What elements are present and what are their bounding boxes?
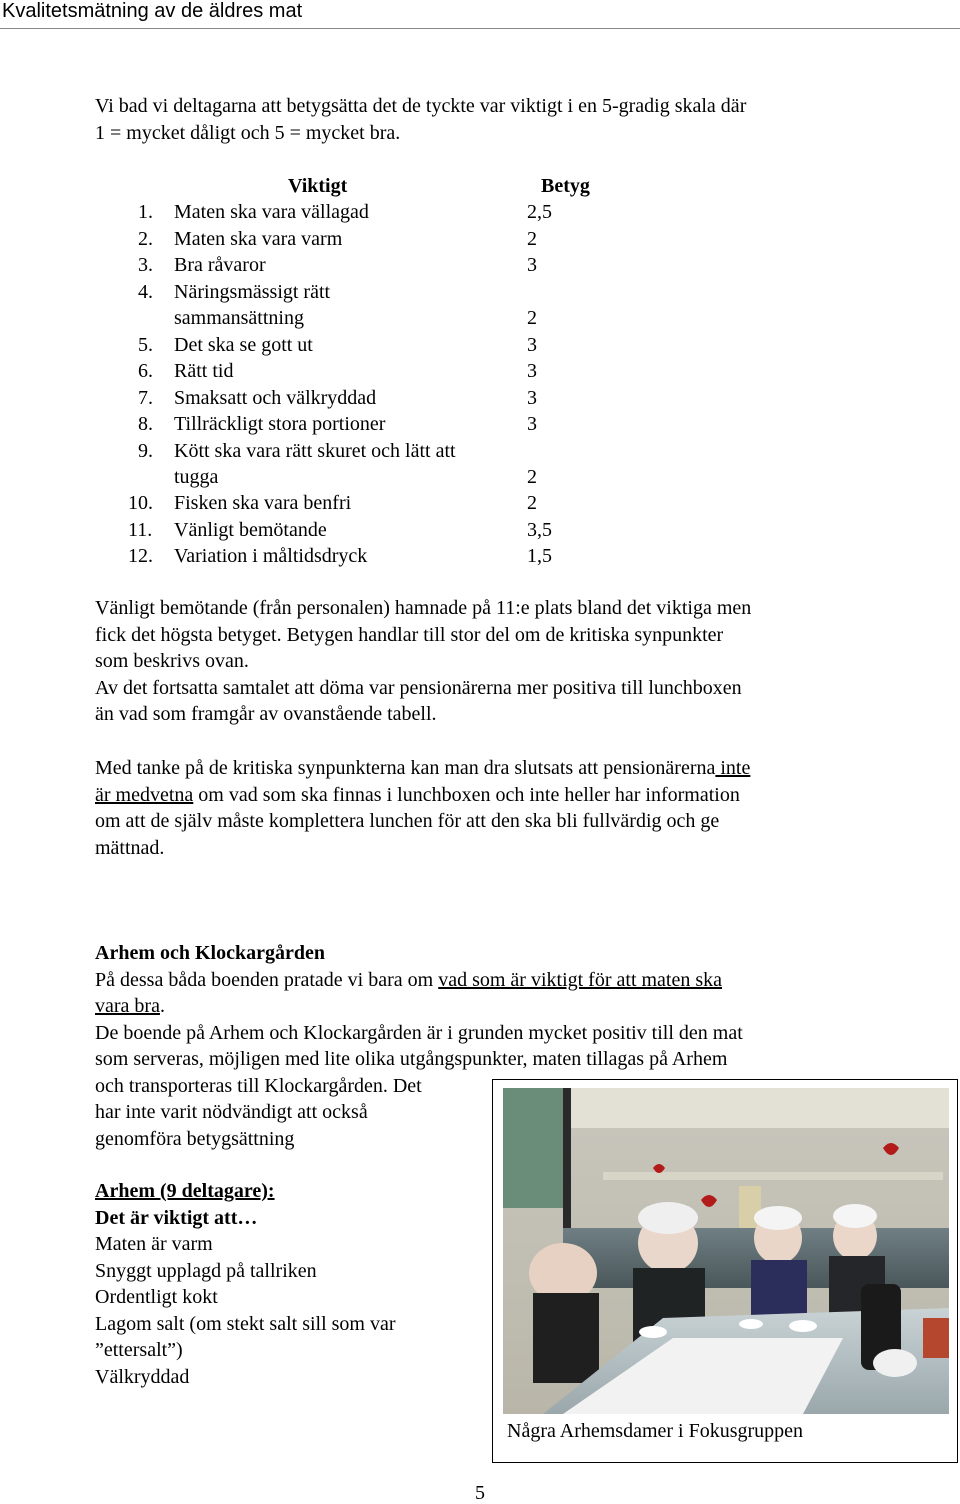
row-text: Bra råvaror — [174, 254, 266, 276]
text-line: och transporteras till Klockargården. Det — [95, 1074, 422, 1097]
summary-paragraph — [95, 595, 885, 728]
text-line — [95, 782, 885, 809]
page-header — [0, 0, 960, 29]
list-item: ”ettersalt”) — [95, 1339, 183, 1361]
row-value: 2,5 — [527, 201, 552, 223]
list-subheading — [95, 1205, 495, 1232]
row-text: Variation i måltidsdryck — [174, 545, 368, 567]
text-line: om att de själv måste komplettera lunchen för att den ska bli fullvärdig och ge — [95, 810, 720, 832]
row-value: 3 — [527, 254, 537, 276]
underlined-text: vara bra — [95, 995, 160, 1017]
text-span: Med tanke på de kritiska synpunkterna kan man dra slutsats att pensionärerna — [95, 757, 716, 779]
row-text: Kött ska vara rätt skuret och lätt att — [174, 440, 456, 462]
row-value: 3,5 — [527, 519, 552, 541]
list-subheading-text: Det är viktigt att… — [95, 1206, 258, 1229]
text-line: fick det högsta betyget. Betygen handlar till stor del om de kritiska synpunkter — [95, 623, 724, 646]
row-number: 5. — [138, 334, 153, 356]
list-item: Snyggt upplagd på tallriken — [95, 1259, 317, 1282]
row-text: Det ska se gott ut — [174, 334, 313, 356]
intro-line: 1 = mycket dåligt och 5 = mycket bra. — [95, 121, 401, 144]
row-number: 2. — [138, 228, 153, 250]
group-photo — [503, 1088, 949, 1414]
row-value: 3 — [527, 387, 537, 409]
row-value: 3 — [527, 360, 537, 382]
row-number: 8. — [138, 413, 153, 435]
text-span: På dessa båda boenden pratade vi bara om — [95, 968, 439, 991]
column-header-viktigt: Viktigt — [288, 175, 348, 197]
row-text: Vänligt bemötande — [174, 519, 327, 541]
list-item: Lagom salt (om stekt salt sill som var — [95, 1312, 396, 1335]
row-number: 1. — [138, 201, 153, 223]
header-title: Kvalitetsmätning av de äldres mat — [2, 0, 303, 22]
text-line: Av det fortsatta samtalet att döma var pensionärerna mer positiva till lunchboxen — [95, 676, 742, 699]
row-text: Smaksatt och välkryddad — [174, 387, 377, 409]
conclusion-paragraph — [95, 755, 885, 861]
underlined-text: vad som är viktigt för att maten ska — [438, 968, 723, 991]
row-text: Rätt tid — [174, 360, 234, 382]
underlined-text: inte — [715, 757, 751, 779]
text-line — [95, 967, 885, 994]
intro-paragraph — [95, 93, 895, 146]
intro-line: Vi bad vi deltagarna att betygsätta det de tyckte var viktigt i en 5-gradig skala där — [95, 95, 747, 117]
row-value: 2 — [527, 228, 537, 250]
row-number: 11. — [128, 519, 153, 541]
photo-caption: Några Arhemsdamer i Fokusgruppen — [507, 1420, 804, 1442]
section-heading — [95, 940, 885, 967]
section-heading-text: Arhem och Klockargården — [95, 942, 325, 964]
list-heading — [95, 1178, 495, 1205]
row-value: 2 — [527, 307, 537, 329]
row-value: 1,5 — [527, 545, 552, 567]
text-span: om vad som ska finnas i lunchboxen och inte heller har information — [193, 783, 740, 806]
list-item: Maten är varm — [95, 1233, 213, 1255]
row-text-continued: tugga — [174, 466, 219, 488]
row-number: 9. — [138, 440, 153, 462]
row-value: 3 — [527, 334, 537, 356]
row-value: 3 — [527, 413, 537, 435]
text-line — [95, 993, 885, 1020]
row-number: 7. — [138, 387, 153, 409]
text-line: har inte varit nödvändigt att också — [95, 1101, 368, 1123]
row-text: Tillräckligt stora portioner — [174, 413, 386, 435]
row-number: 3. — [138, 254, 153, 276]
row-value: 2 — [527, 492, 537, 514]
text-line: mättnad. — [95, 836, 165, 859]
row-number: 4. — [138, 281, 153, 303]
photo-figure — [492, 1079, 958, 1463]
column-header-betyg: Betyg — [541, 175, 590, 197]
row-number: 12. — [128, 545, 153, 567]
text-line: Vänligt bemötande (från personalen) hamnade på 11:e plats bland det viktiga men — [95, 597, 752, 619]
text-line: som serveras, möjligen med lite olika utgångspunkter, maten tillagas på Arhem — [95, 1048, 728, 1070]
row-value: 2 — [527, 466, 537, 488]
row-text: Näringsmässigt rätt — [174, 281, 331, 303]
row-text: Maten ska vara varm — [174, 228, 343, 250]
row-number: 10. — [128, 492, 153, 514]
text-line: genomföra betygsättning — [95, 1127, 295, 1150]
text-line: De boende på Arhem och Klockargården är i grunden mycket positiv till den mat — [95, 1021, 743, 1044]
page-number: 5 — [475, 1482, 485, 1504]
list-item: Välkryddad — [95, 1365, 190, 1388]
text-span: . — [159, 995, 165, 1017]
row-number: 6. — [138, 360, 153, 382]
arhem-list — [95, 1178, 495, 1390]
row-text-continued: sammansättning — [174, 307, 304, 329]
row-text: Fisken ska vara benfri — [174, 492, 352, 514]
list-item: Ordentligt kokt — [95, 1286, 218, 1308]
row-text: Maten ska vara vällagad — [174, 201, 369, 223]
underlined-text: är medvetna — [95, 783, 194, 806]
list-heading-text: Arhem (9 deltagare): — [95, 1180, 275, 1202]
text-line: som beskrivs ovan. — [95, 650, 249, 672]
text-line: än vad som framgår av ovanstående tabell. — [95, 703, 437, 725]
text-line — [95, 755, 885, 782]
